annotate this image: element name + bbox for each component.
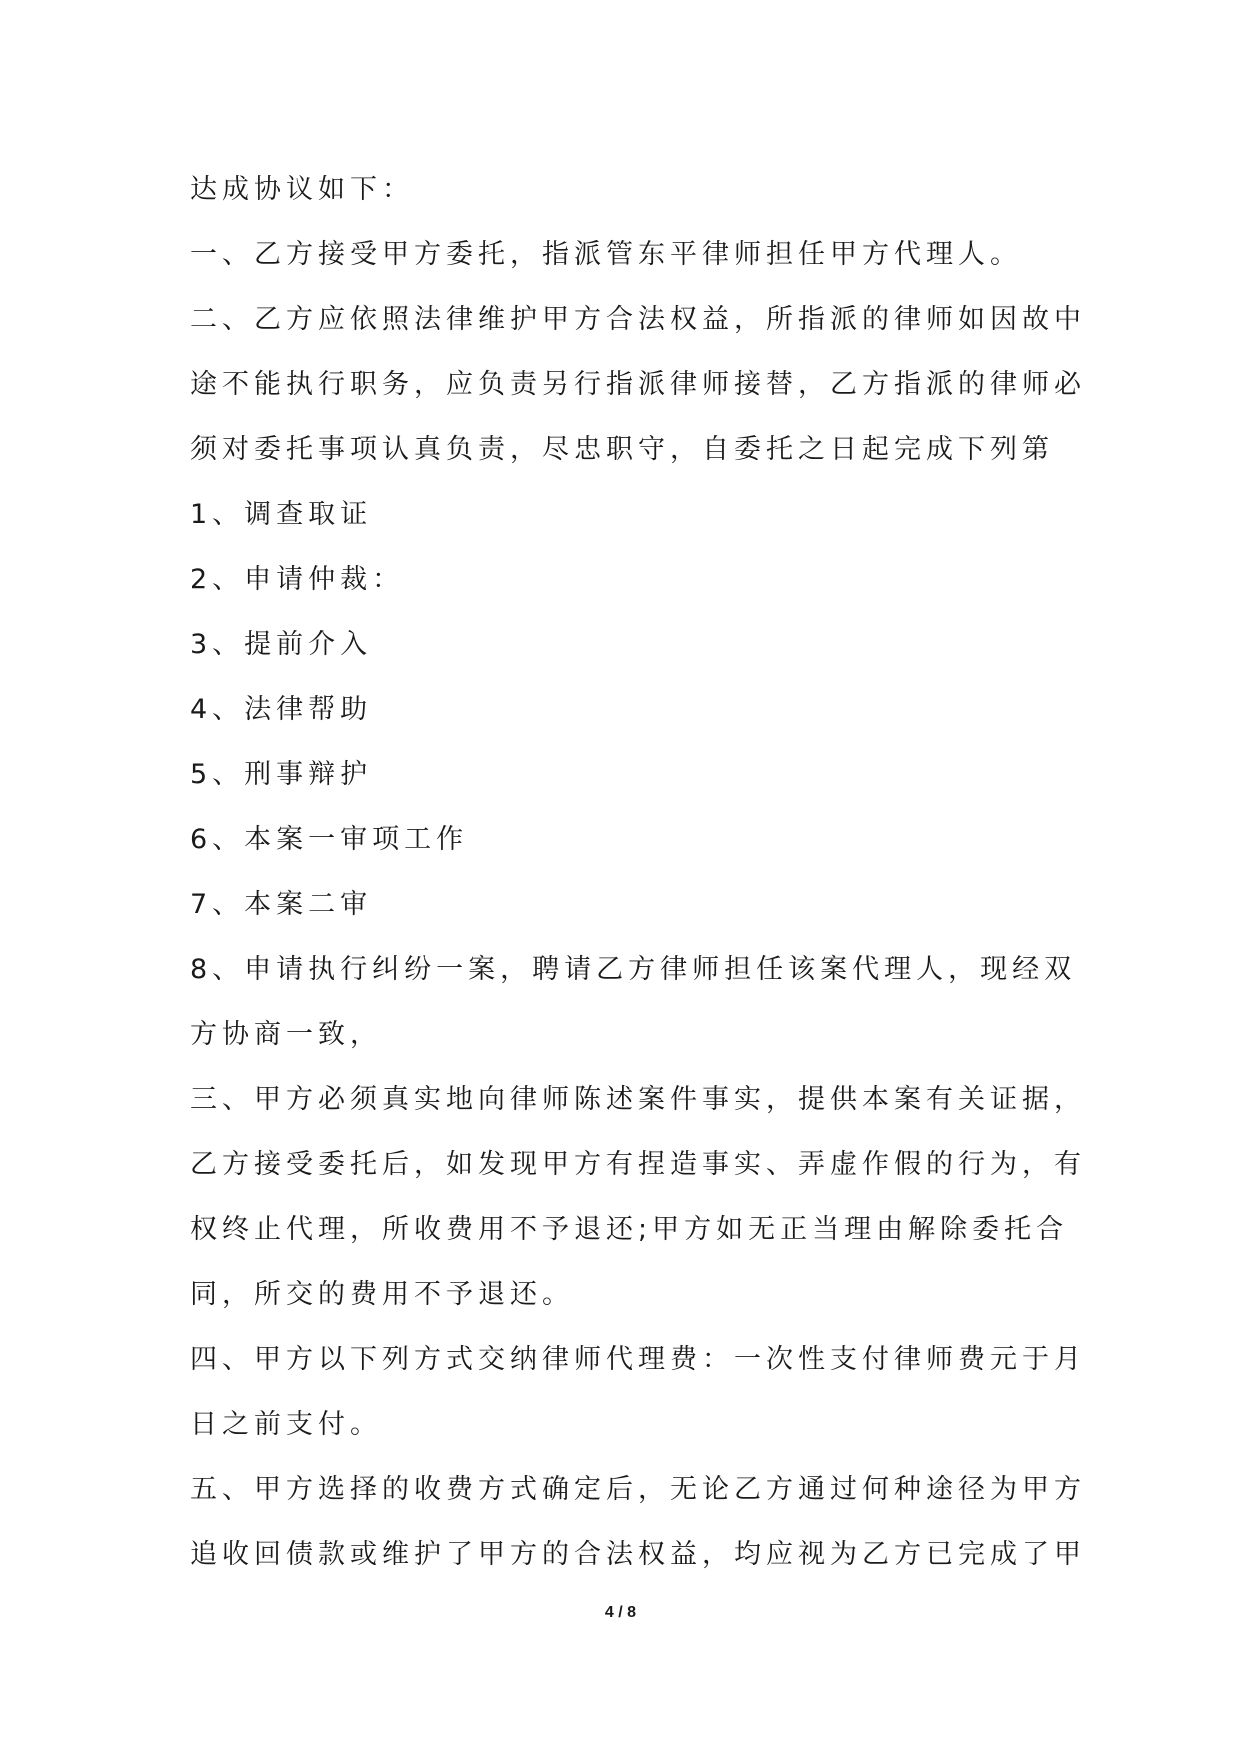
- text-line: 方协商一致，: [190, 1019, 382, 1050]
- list-item: 7、本案二审: [190, 889, 373, 920]
- page-number: 4 / 8: [604, 1604, 637, 1621]
- text-line: 乙方接受委托后，如发现甲方有捏造事实、弄虚作假的行为，有: [190, 1149, 1086, 1180]
- text-line: 二、乙方应依照法律维护甲方合法权益，所指派的律师如因故中: [190, 304, 1086, 335]
- list-item: 4、法律帮助: [190, 694, 373, 725]
- list-item: 6、本案一审项工作: [190, 824, 469, 855]
- text-line: 同，所交的费用不予退还。: [190, 1279, 574, 1310]
- text-line: 三、甲方必须真实地向律师陈述案件事实，提供本案有关证据，: [190, 1084, 1086, 1115]
- text-line: 途不能执行职务，应负责另行指派律师接替，乙方指派的律师必: [190, 369, 1086, 400]
- document-body: [190, 157, 1086, 1587]
- list-item: 8、申请执行纠纷一案，聘请乙方律师担任该案代理人，现经双: [190, 954, 1077, 985]
- list-item: 5、刑事辩护: [190, 759, 373, 790]
- text-line: 五、甲方选择的收费方式确定后，无论乙方通过何种途径为甲方: [190, 1474, 1086, 1505]
- text-line: 达成协议如下：: [190, 174, 414, 205]
- text-line: 一、乙方接受甲方委托，指派管东平律师担任甲方代理人。: [190, 239, 1022, 270]
- list-item: 1、调查取证: [190, 499, 373, 530]
- list-item: 2、申请仲裁：: [190, 564, 405, 595]
- text-line: 追收回债款或维护了甲方的合法权益，均应视为乙方已完成了甲: [190, 1539, 1086, 1570]
- text-line: 权终止代理，所收费用不予退还;甲方如无正当理由解除委托合: [190, 1214, 1069, 1245]
- text-line: 日之前支付。: [190, 1409, 382, 1440]
- text-line: 须对委托事项认真负责，尽忠职守，自委托之日起完成下列第: [190, 434, 1054, 465]
- list-item: 3、提前介入: [190, 629, 373, 660]
- text-line: 四、甲方以下列方式交纳律师代理费：一次性支付律师费元于月: [190, 1344, 1086, 1375]
